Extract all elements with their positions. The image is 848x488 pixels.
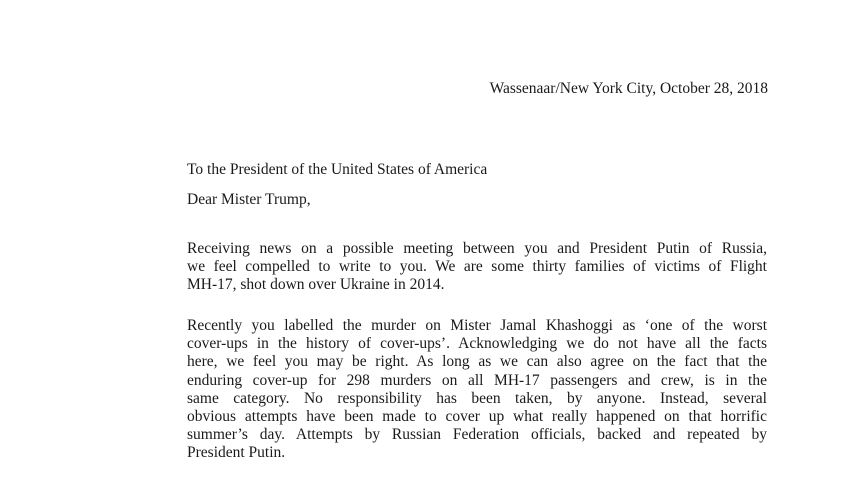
paragraph-line: enduring cover-up for 298 murders on all MH-17 passengers and crew, is in the — [187, 371, 767, 389]
paragraph-line: same category. No responsibility has been taken, by anyone. Instead, several — [187, 389, 767, 407]
letter-dateline: Wassenaar/New York City, October 28, 2018 — [489, 80, 768, 97]
paragraph-line: summer’s day. Attempts by Russian Federation officials, backed and repeated by — [187, 426, 767, 444]
paragraph-line: MH-17, shot down over Ukraine in 2014. — [187, 276, 445, 294]
paragraph-line: Recently you labelled the murder on Mister Jamal Khashoggi as ‘one of the worst — [187, 317, 767, 334]
paragraph-1 — [187, 240, 767, 295]
paragraph-line: obvious attempts have been made to cover up what really happened on that horrific — [187, 408, 767, 426]
paragraph-line: Receiving news on a possible meeting between you and President Putin of Russia, — [187, 240, 767, 257]
letter-recipient: To the President of the United States of America — [187, 161, 488, 178]
paragraph-line: here, we feel you may be right. As long as we can also agree on the fact that the — [187, 353, 767, 371]
paragraph-line: President Putin. — [187, 444, 286, 462]
letter-salutation: Dear Mister Trump, — [187, 191, 311, 208]
paragraph-line: cover-ups in the history of cover-ups’. Acknowledging we do not have all the facts — [187, 335, 767, 353]
paragraph-line: we feel compelled to write to you. We are some thirty families of victims of Flight — [187, 258, 767, 276]
paragraph-2 — [187, 317, 767, 463]
